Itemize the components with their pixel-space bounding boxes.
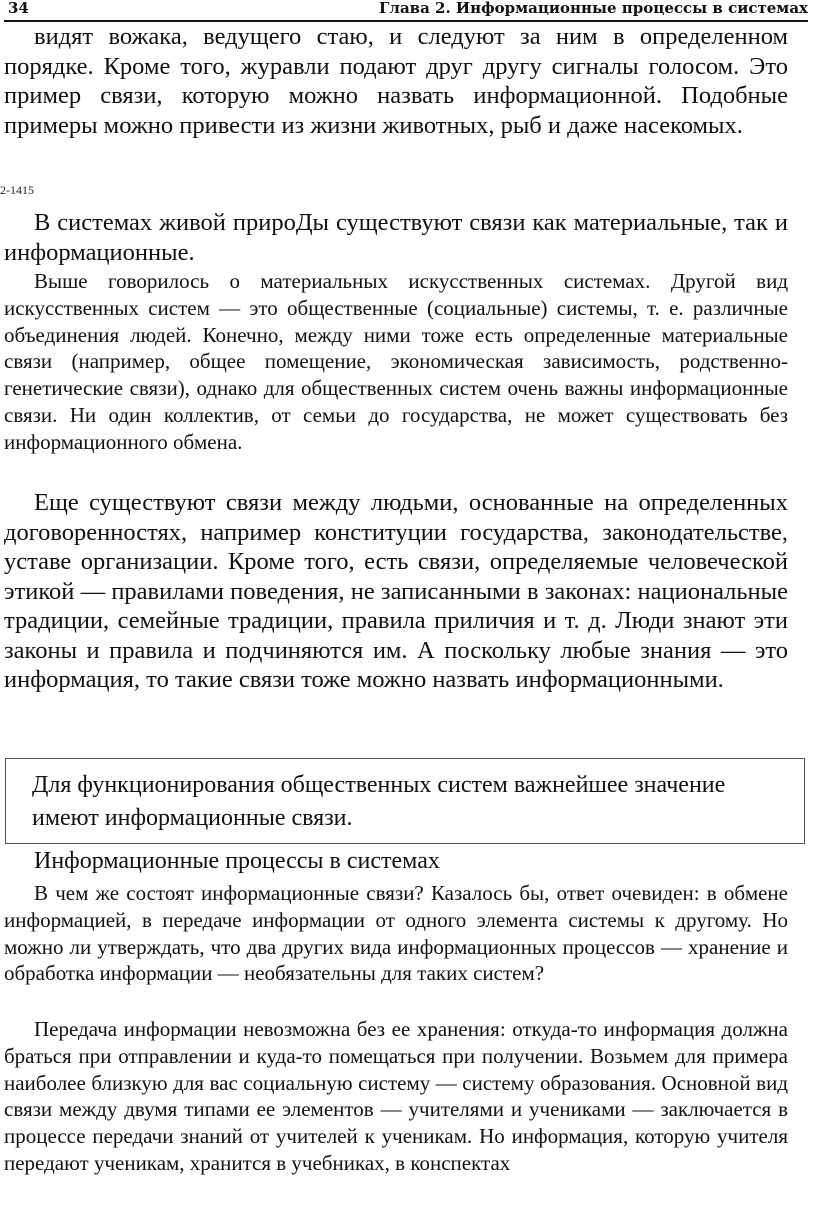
- paragraph-cranes: видят вожака, ведущего стаю, и следуют за ним в определенном порядке. Кроме того, журавли подают друг другу сигналы голосом. Это пример связи, которую можно назвать информационной. Подобные примеры можно привести из жизни животных, рыб и даже насекомых.: [4, 23, 788, 139]
- definition-box: [5, 758, 805, 844]
- paragraph-info-links: В чем же состоят информационные связи? Казалось бы, ответ очевиден: в обмене информацией, в передаче информации от одного элемента системы к другому. Но можно ли утверждать, что два других вида информационных процессов — хранение и обработка информации — необязательны для таких систем?: [4, 881, 788, 986]
- section-heading: Информационные процессы в системах: [34, 848, 440, 874]
- running-head: [4, 0, 808, 22]
- paragraph-transmission: Передача информации невозможна без ее хранения: откуда-то информация должна браться при отправлении и куда-то помещаться при получении. Возьмем для примера наиболее близкую для вас социальную систему — систему образования. Основной вид связи между двумя типами ее элементов — учителями и учениками — заключается в процессе передачи знаний от учителей к ученикам. Но информация, которую учителя передают ученикам, хранится в учебниках, в конспектах: [4, 1017, 788, 1175]
- printer-signature-mark: 2-1415: [0, 183, 34, 197]
- paragraph-social-systems: Выше говорилось о материальных искусственных системах. Другой вид искусственных систем — это общественные (социальные) системы, т. е. различные объединения людей. Конечно, между ними тоже есть определенные материальные связи (например, общее помещение, экономическая зависимость, родственно-генетические связи), однако для общественных систем очень важны информационные связи. Ни один коллектив, от семьи до государства, не может существовать без информационного обмена.: [4, 269, 788, 454]
- page-number: 34: [8, 0, 29, 17]
- definition-text: Для функционирования общественных систем важнейшее значение имеют информационные связи.: [32, 772, 726, 831]
- chapter-title: Глава 2. Информационные процессы в системах: [379, 0, 808, 17]
- paragraph-agreements: Еще существуют связи между людьми, основанные на определенных договоренностях, например конституции государства, законодательстве, уставе организации. Кроме того, есть связи, определяемые человеческой этикой — правилами поведения, не записанными в законах: национальные традиции, семейные традиции, правила приличия и т. д. Люди знают эти законы и правила и подчиняются им. А поскольку любые знания — это информация, то такие связи тоже можно назвать информационными.: [4, 489, 788, 693]
- paragraph-living-nature: В системах живой прироДы существуют связи как материальные, так и информационные.: [4, 209, 788, 266]
